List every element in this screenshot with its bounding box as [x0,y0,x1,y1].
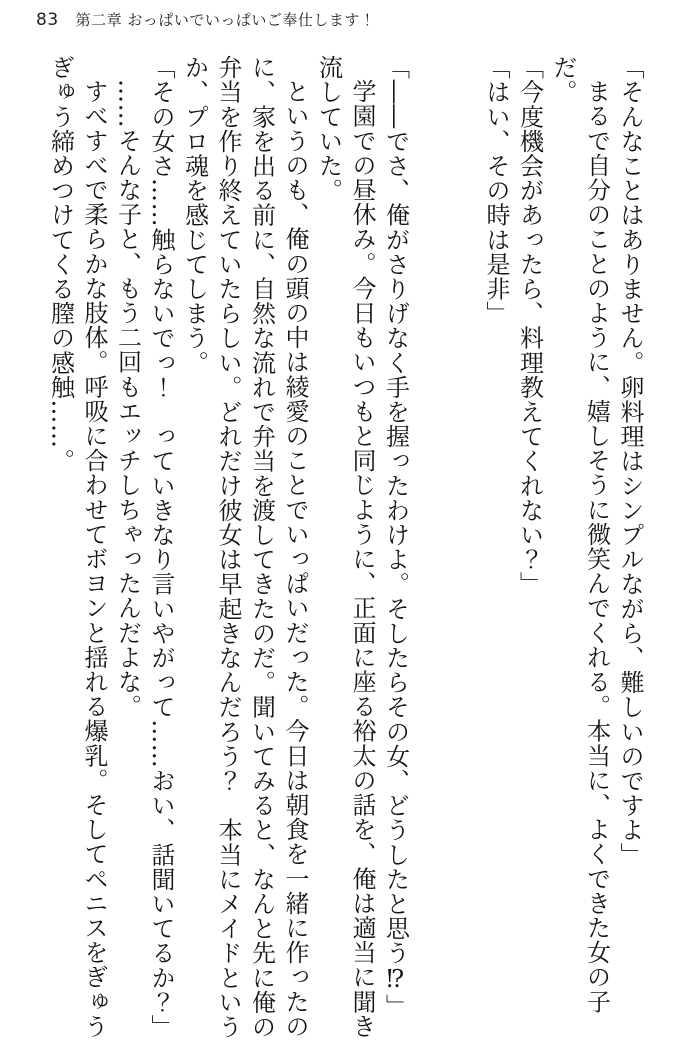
text-line: 「はい、その時は是非」 [482,55,510,326]
text-line: か、プロ魂を感じてしまう。 [180,55,209,375]
scene-break-blank-line [445,55,479,1041]
scene-break-blank-line [412,55,446,1041]
page-number: 83 [36,10,59,30]
text-line: 「今度機会があったら、料理教えてくれない？」 [515,55,544,597]
running-head [36,9,375,30]
text-line: 「――でさ、俺がさりげなく手を握ったわけよ。そしたらその女、どうしたと思う⁉」 [381,55,410,1019]
text-line: 流していた。 [314,55,343,203]
chapter-title: 第二章 おっぱいでいっぱいご奉仕します！ [75,11,376,29]
text-line: 「その女さ……触らないでっ！ っていきなり言いやがって……おい、話聞いてるか？」 [147,55,175,1039]
text-line: 学園での昼休み。今日もいつもと同じように、正面に座る裕太の話を、俺は適当に聞き [348,79,376,1039]
text-body [43,55,646,1041]
text-line: というのも、俺の頭の中は綾愛のことでいっぱいだった。今日は朝食を一緒に作ったの [281,79,309,1039]
text-line: すべすべで柔らかな肢体。呼吸に合わせてボヨンと揺れる爆乳。そしてペニスをぎゅう [80,79,108,1039]
text-line: ぎゅう締めつけてくる膣の感触……。 [46,55,75,474]
text-line: 弁当を作り終えていたらしい。どれだけ彼女は早起きなんだろう？ 本当にメイドという [214,55,242,1039]
text-line: 「そんなことはありません。卵料理はシンプルながら、難しいのですよ」 [616,55,644,867]
text-line: ……そんな子と、もう二回もエッチしちゃったんだよな。 [113,79,142,719]
text-line: に、家を出る前に、自然な流れで弁当を渡してきたのだ。聞いてみると、なんと先に俺の [247,55,276,1039]
text-line: まるで自分のことのように、嬉しそうに微笑んでくれる。本当に、よくできた女の子だ。 [549,55,611,1014]
